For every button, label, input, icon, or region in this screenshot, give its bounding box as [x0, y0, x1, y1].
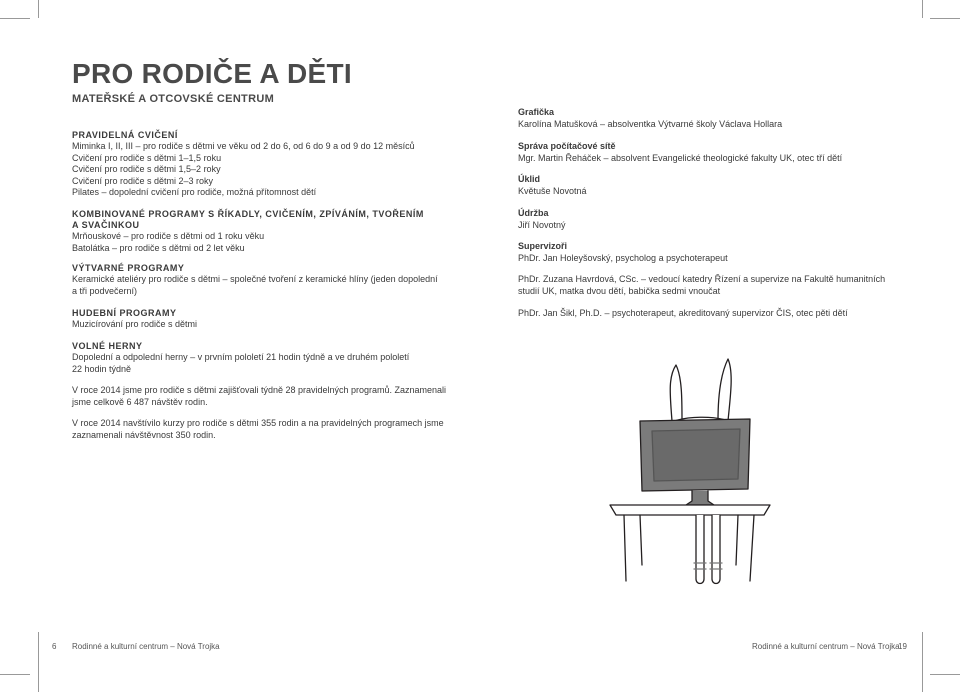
footer-right-page-number: 19 — [898, 642, 907, 651]
paragraph-weekly-programs — [72, 385, 452, 408]
monitor-stand — [686, 491, 714, 505]
program-line: Batolátka – pro rodiče s dětmi od 2 let věku — [72, 242, 245, 253]
staff-supervisor-sikl — [518, 308, 898, 320]
desk-top — [610, 505, 770, 515]
staff-person: Jiří Novotný — [518, 219, 566, 230]
section-music-programs — [72, 308, 452, 331]
staff-person: PhDr. Jan Holeyšovský, psycholog a psychoterapeut — [518, 252, 728, 263]
paragraph-course-attendance — [72, 418, 452, 441]
crop-mark — [922, 632, 923, 692]
staff-maintenance — [518, 208, 898, 231]
crop-mark — [38, 0, 39, 18]
program-line: Pilates – dopolední cvičení pro rodiče, možná přítomnost dětí — [72, 187, 317, 197]
staff-person: Karolína Matušková – absolventka Výtvarné školy Václava Hollara — [518, 118, 783, 129]
program-line: Dopolední a odpolední herny – v prvním pololetí 21 hodin týdně a ve druhém pololetí — [72, 352, 410, 362]
program-line: Mrňouskové – pro rodiče s dětmi od 1 roku věku — [72, 231, 265, 241]
rabbit-leg — [712, 515, 720, 584]
program-line: 22 hodin týdně — [72, 363, 132, 374]
footer-right-text: Rodinné a kulturní centrum – Nová Trojka — [752, 642, 900, 651]
paragraph-line: jsme celkově 6 487 návštěv rodin. — [72, 396, 208, 407]
staff-person: PhDr. Zuzana Havrdová, CSc. – vedoucí katedry Řízení a supervize na Fakultě humanitních — [518, 274, 886, 284]
rabbit-leg — [696, 515, 704, 584]
section-heading: A SVAČINKOU — [72, 220, 140, 230]
section-free-play — [72, 341, 452, 375]
section-heading: PRAVIDELNÁ CVIČENÍ — [72, 130, 178, 140]
staff-graphic-designer — [518, 107, 898, 130]
section-combined-programs — [72, 209, 452, 254]
crop-mark — [38, 632, 39, 692]
staff-supervisors — [518, 241, 898, 264]
rabbit-ear — [670, 365, 682, 421]
staff-role: Grafička — [518, 107, 555, 117]
section-heading: VÝTVARNÉ PROGRAMY — [72, 263, 185, 273]
crop-mark — [930, 18, 960, 19]
program-line: a tři podvečerní) — [72, 285, 138, 296]
program-line: Muzicírování pro rodiče s dětmi — [72, 319, 198, 329]
staff-role: Údržba — [518, 208, 549, 218]
rabbit-ear — [718, 359, 731, 421]
staff-person: Mgr. Martin Řeháček – absolvent Evangelické theologické fakulty UK, otec tří dětí — [518, 152, 843, 163]
page-title: PRO RODIČE A DĚTI — [72, 58, 352, 89]
crop-mark — [0, 674, 30, 675]
section-heading: HUDEBNÍ PROGRAMY — [72, 308, 177, 318]
section-heading: VOLNÉ HERNY — [72, 341, 143, 351]
staff-role: Úklid — [518, 174, 541, 184]
program-line: Keramické ateliéry pro rodiče s dětmi – společné tvoření z keramické hlíny (jeden dopolední — [72, 274, 438, 284]
program-line: Cvičení pro rodiče s dětmi 1–1,5 roku — [72, 152, 222, 163]
section-art-programs — [72, 263, 452, 297]
section-heading: KOMBINOVANÉ PROGRAMY S ŘÍKADLY, CVIČENÍM, ZPÍVÁNÍM, TVOŘENÍM — [72, 209, 424, 219]
program-line: Cvičení pro rodiče s dětmi 2–3 roky — [72, 175, 214, 186]
staff-supervisor-havrdova — [518, 274, 898, 297]
page-subtitle: MATEŘSKÉ A OTCOVSKÉ CENTRUM — [72, 93, 275, 105]
paragraph-line: V roce 2014 jsme pro rodiče s dětmi zajišťovali týdně 28 pravidelných programů. Zaznamenali — [72, 385, 447, 395]
footer-left-page-number: 6 — [52, 642, 57, 651]
program-line: Miminka I, II, III – pro rodiče s dětmi ve věku od 2 do 6, od 6 do 9 a od 9 do 12 měsíců — [72, 141, 415, 151]
footer-left-text: Rodinné a kulturní centrum – Nová Trojka — [72, 642, 220, 651]
staff-person: PhDr. Jan Šikl, Ph.D. – psychoterapeut, akreditovaný supervizor ČIS, otec pěti dětí — [518, 308, 848, 318]
staff-role: Správa počítačové sítě — [518, 141, 616, 151]
paragraph-line: zaznamenali návštěvnost 350 rodin. — [72, 429, 216, 440]
paragraph-line: V roce 2014 navštívilo kurzy pro rodiče s dětmi 355 rodin a na pravidelných programech jsme — [72, 418, 444, 428]
crop-mark — [930, 674, 960, 675]
staff-person: studií UK, matka dvou dětí, babička sedmi vnoučat — [518, 285, 721, 296]
staff-network-admin — [518, 141, 898, 164]
staff-person: Květuše Novotná — [518, 185, 587, 196]
crop-mark — [0, 18, 30, 19]
crop-mark — [922, 0, 923, 18]
staff-role: Supervizoři — [518, 241, 568, 251]
rabbit-at-computer-illustration — [600, 355, 780, 595]
program-line: Cvičení pro rodiče s dětmi 1,5–2 roky — [72, 164, 221, 174]
staff-cleaning — [518, 174, 898, 197]
section-regular-exercises — [72, 130, 452, 199]
